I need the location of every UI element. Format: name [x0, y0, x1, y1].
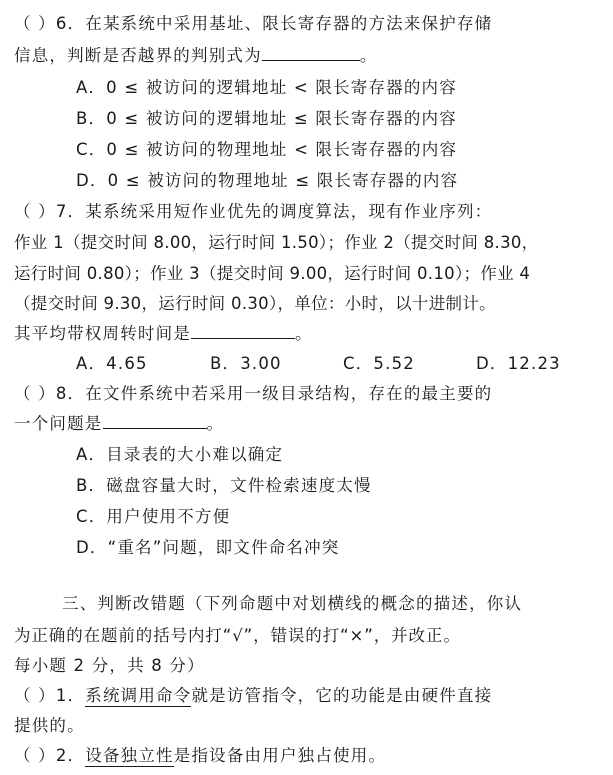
q7-stem-d: （提交时间 9.30，运行时间 0.30），单位：小时，以十进制计。	[14, 294, 496, 313]
q6-option-d: D．0 ≤ 被访问的物理地址 ≤ 限长寄存器的内容	[76, 171, 459, 190]
section3-instructions: 为正确的在题前的括号内打“√”，错误的打“×”，并改正。	[14, 626, 461, 645]
q7-prefix: （ ）7．	[14, 202, 86, 221]
q8-stem-a: 在文件系统中若采用一级目录结构，存在的最主要的	[85, 384, 493, 403]
q7-stem-a: 某系统采用短作业优先的调度算法，现有作业序列：	[85, 202, 493, 221]
q6-option-c: C．0 ≤ 被访问的物理地址 < 限长寄存器的内容	[76, 140, 458, 159]
q8-stem-b: 一个问题是	[14, 414, 103, 433]
q7-stem-line1	[14, 202, 492, 222]
q7-stem-c: 运行时间 0.80）；作业 3（提交时间 9.00，运行时间 0.10）；作业 4	[14, 264, 531, 283]
q8-option-b: B．磁盘容量大时，文件检索速度太慢	[76, 476, 372, 495]
q8-prefix: （ ）8．	[14, 384, 86, 403]
q8-option-a: A．目录表的大小难以确定	[76, 445, 284, 464]
q8-option-d: D．“重名”问题，即文件命名冲突	[76, 538, 340, 557]
q7-option-a: A．4.65	[76, 354, 148, 373]
j1-rest: 就是访管指令，它的功能是由硬件直接	[191, 686, 493, 705]
q6-stem-b: 信息，判断是否越界的判别式为	[14, 46, 262, 65]
j2-underlined-term: 设备独立性	[85, 746, 174, 765]
j1-stem-line1	[14, 686, 492, 706]
q7-stem-end: 。	[295, 324, 313, 343]
q7-stem-b: 作业 1（提交时间 8.00，运行时间 1.50）；作业 2（提交时间 8.30，	[14, 233, 539, 252]
q6-stem-line2	[14, 46, 378, 66]
q7-option-d: D．12.23	[476, 354, 561, 373]
q6-answer-blank	[262, 46, 360, 61]
section3-scoring: 每小题 2 分，共 8 分）	[14, 656, 205, 675]
q8-option-c: C．用户使用不方便	[76, 507, 231, 526]
j2-rest: 是指设备由用户独占使用。	[173, 746, 387, 765]
q6-option-b: B．0 ≤ 被访问的逻辑地址 ≤ 限长寄存器的内容	[76, 109, 457, 128]
q8-stem-line1	[14, 384, 492, 404]
q8-stem-end: 。	[206, 414, 225, 433]
j2-stem-line1	[14, 746, 386, 766]
q7-stem-e: 其平均带权周转时间是	[14, 324, 191, 343]
q7-stem-line5	[14, 324, 313, 344]
q7-answer-blank	[191, 324, 295, 339]
q6-prefix: （ ）6．	[14, 14, 86, 33]
j1-stem-line2: 提供的。	[14, 716, 85, 735]
q6-stem-end: 。	[359, 46, 378, 65]
q7-option-b: B．3.00	[210, 354, 282, 373]
q6-stem-line1	[14, 14, 492, 34]
q6-stem-a: 在某系统中采用基址、限长寄存器的方法来保护存储	[85, 14, 493, 33]
q8-stem-line2	[14, 414, 224, 434]
q7-option-c: C．5.52	[343, 354, 415, 373]
section3-title: 三、判断改错题（下列命题中对划横线的概念的描述，你认	[62, 594, 523, 613]
j2-prefix: （ ）2．	[14, 746, 86, 765]
q8-answer-blank	[103, 414, 207, 429]
j1-underlined-term: 系统调用命令	[85, 686, 192, 705]
j1-prefix: （ ）1．	[14, 686, 86, 705]
q6-option-a: A．0 ≤ 被访问的逻辑地址 < 限长寄存器的内容	[76, 78, 457, 97]
